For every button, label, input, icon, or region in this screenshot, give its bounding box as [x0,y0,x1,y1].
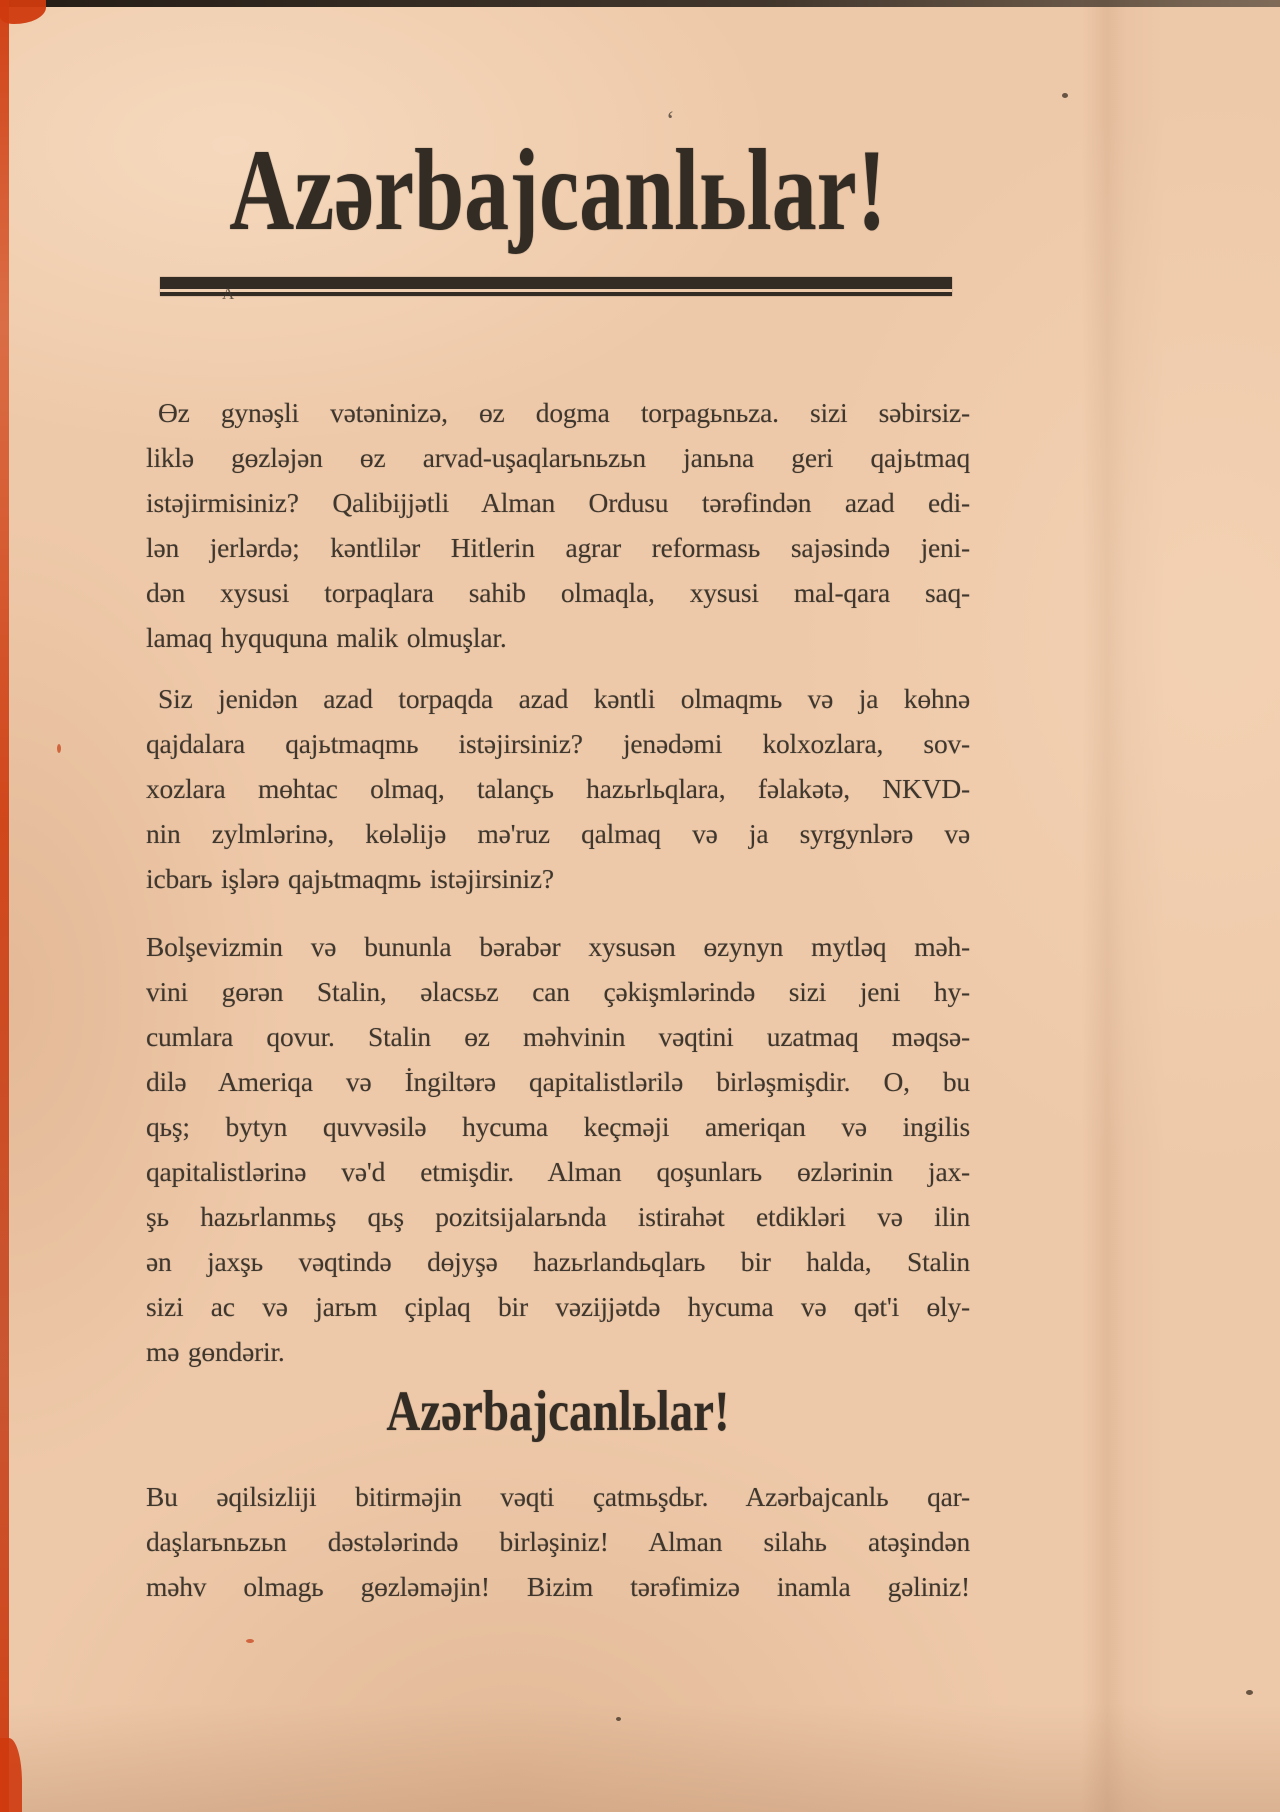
text-line: daşlarьnьzьn dəstələrində birləşiniz! Alman silahь atəşindən [146,1526,970,1557]
paper-fleck [57,744,61,753]
page-title: Azərbajcanlьlar! [229,126,887,256]
subheading: Azərbajcanlьlar! [386,1379,730,1444]
text-line: nin zylmlərinə, kөləlijə mə'ruz qalmaq və ja syrgynlərə və [146,818,970,849]
text-line: icbarь işlərə qajьtmaqmь istəjirsiniz? [146,863,554,894]
text-line: Bolşevizmin və bununla bərabər xysusən өzynyn mytləq məh- [146,931,970,962]
text-line: Siz jenidən azad torpaqda azad kəntli olmaqmь və ja kөhnə [158,683,970,714]
text-line: vini gөrən Stalin, əlacsьz can çəkişmlərində sizi jeni hy- [146,976,970,1007]
body-paragraph-4 [146,1474,970,1609]
text-line: qapitalistlərinə və'd etmişdir. Alman qoşunlarь өzlərinin jax- [146,1156,970,1187]
print-artifact-rule-mark: A [222,284,235,303]
text-line: qajdalara qajьtmaqmь istəjirsiniz? jenədəmi kolxozlara, sov- [146,728,970,759]
text-line: dən xysusi torpaqlara sahib olmaqla, xysusi mal-qara saq- [146,577,970,608]
text-line: cumlara qovur. Stalin өz məhvinin vəqtini uzatmaq məqsə- [146,1021,970,1052]
text-line: şь hazьrlanmьş qьş pozitsijalarьnda istirahət etdikləri və ilin [146,1201,970,1232]
scan-corner-bottom-left [0,1738,22,1812]
body-paragraph-1 [146,390,970,660]
body-paragraph-3 [146,924,970,1374]
paper-speck [1062,93,1068,98]
text-line: xozlara mөhtac olmaq, talançь hazьrlьqlara, fəlakətə, NKVD- [146,773,970,804]
text-line: məhv olmagь gөzləməjin! Bizim tərəfimizə inamla gəliniz! [146,1571,970,1602]
text-line: Bu əqilsizliji bitirməjin vəqti çatmьşdьr. Azərbajcanlь qar- [146,1481,970,1512]
text-line: sizi ac və jarьm çiplaq bir vəzijjətdə hycuma və qət'i өly- [146,1291,970,1322]
text-line: liklə gөzləjən өz arvad-uşaqlarьnьzьn janьna geri qajьtmaq [146,442,970,473]
title-rule [160,277,952,296]
scan-edge-left [0,0,9,1812]
text-column [146,0,970,1812]
text-line: istəjirmisiniz? Qalibijjətli Alman Ordusu tərəfindən azad edi- [146,487,970,518]
text-line: lamaq hyququna malik olmuşlar. [146,622,507,653]
paper-speck [1246,1690,1253,1695]
body-paragraph-2 [146,676,970,901]
scan-corner-top-left [0,0,46,24]
text-line: dilə Ameriqa və İngiltərə qapitalistlərilə birləşmişdir. O, bu [146,1066,970,1097]
text-line: Өz gynəşli vətəninizə, өz dogma torpagьnьza. sizi səbirsiz- [158,397,970,428]
text-line: ən jaxşь vəqtində dөjyşə hazьrlandьqlarь bir halda, Stalin [146,1246,970,1277]
text-line: qьş; bytyn quvvəsilə hycuma keçməji ameriqan və ingilis [146,1111,970,1142]
text-line: mə gөndərir. [146,1336,285,1367]
text-line: lən jerlərdə; kəntlilər Hitlerin agrar reformasь sajəsində jeni- [146,532,970,563]
print-artifact-mark: ʻ [666,106,675,135]
